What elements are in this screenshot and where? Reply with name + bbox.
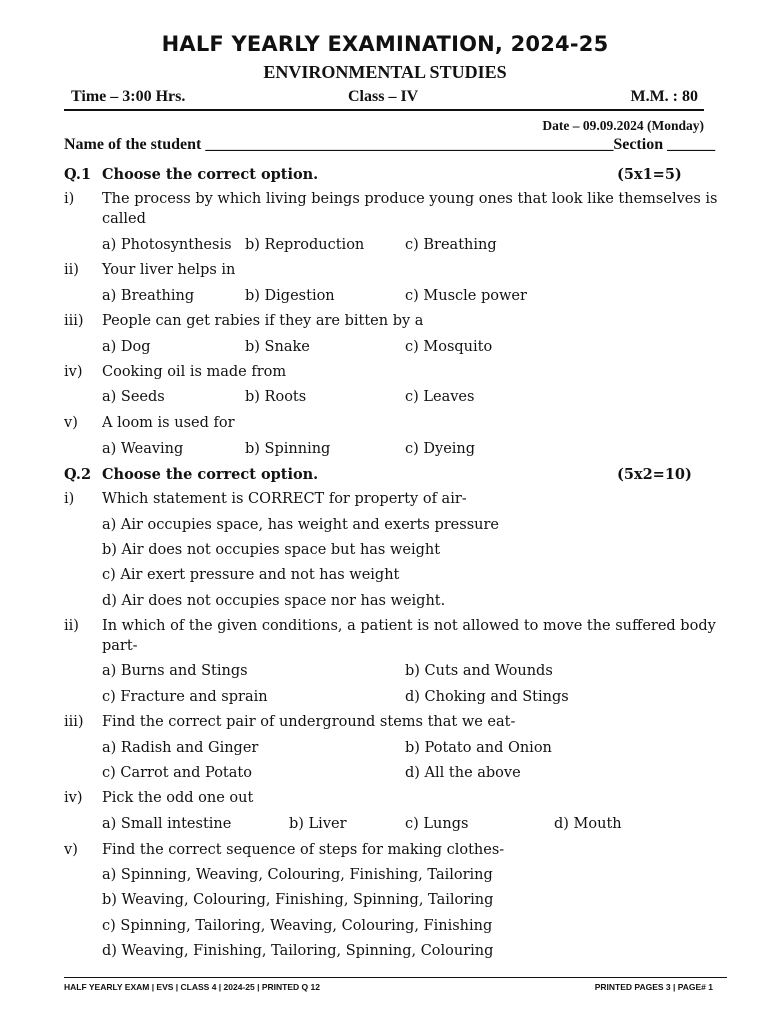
option: b) Snake — [245, 339, 310, 355]
exam-title: HALF YEARLY EXAMINATION, 2024-25 — [161, 32, 609, 56]
option: b) Weaving, Colouring, Finishing, Spinning, Tailoring — [102, 892, 494, 908]
option: a) Small intestine — [102, 816, 232, 832]
item-text: Your liver helps in — [102, 262, 236, 278]
option: a) Seeds — [102, 389, 165, 405]
option: c) Leaves — [405, 389, 475, 405]
option: c) Carrot and Potato — [102, 765, 252, 781]
item-text: part- — [102, 638, 138, 654]
max-marks: M.M. : 80 — [630, 88, 698, 105]
item-text: Cooking oil is made from — [102, 364, 287, 380]
option: b) Potato and Onion — [405, 740, 552, 756]
question-marks: (5x2=10) — [617, 466, 692, 483]
item-text: Pick the odd one out — [102, 790, 254, 806]
question-number: Q.1 — [64, 166, 92, 183]
item-number: i) — [64, 191, 75, 207]
option: b) Cuts and Wounds — [405, 663, 553, 679]
option: b) Spinning — [245, 441, 331, 457]
option: c) Mosquito — [405, 339, 493, 355]
option: b) Liver — [289, 816, 347, 832]
student-name-line: Name of the student ___________________________________________________Section ______ — [64, 136, 716, 153]
question-marks: (5x1=5) — [617, 166, 682, 183]
exam-time: Time – 3:00 Hrs. — [71, 88, 186, 105]
item-number: iv) — [64, 364, 83, 380]
item-number: i) — [64, 491, 75, 507]
option: a) Dog — [102, 339, 151, 355]
option: a) Photosynthesis — [102, 237, 232, 253]
item-number: ii) — [64, 262, 79, 278]
option: c) Dyeing — [405, 441, 476, 457]
exam-date: Date – 09.09.2024 (Monday) — [542, 118, 704, 133]
option: d) All the above — [405, 765, 521, 781]
item-text: In which of the given conditions, a patient is not allowed to move the suffered body — [102, 618, 716, 634]
item-text: called — [102, 211, 146, 227]
option: a) Air occupies space, has weight and exerts pressure — [102, 517, 499, 533]
item-number: v) — [64, 415, 78, 431]
header-divider — [64, 109, 704, 111]
item-number: iv) — [64, 790, 83, 806]
option: c) Air exert pressure and not has weight — [102, 567, 400, 583]
option: b) Roots — [245, 389, 307, 405]
option: d) Air does not occupies space nor has weight. — [102, 593, 446, 609]
footer-left: HALF YEARLY EXAM | EVS | CLASS 4 | 2024-25 | PRINTED Q 12 — [64, 982, 320, 992]
option: c) Fracture and sprain — [102, 689, 268, 705]
option: d) Mouth — [554, 816, 622, 832]
item-text: A loom is used for — [102, 415, 235, 431]
option: c) Spinning, Tailoring, Weaving, Colouring, Finishing — [102, 918, 493, 934]
option: b) Digestion — [245, 288, 335, 304]
item-text: Find the correct pair of underground stems that we eat- — [102, 714, 516, 730]
option: c) Muscle power — [405, 288, 527, 304]
exam-class: Class – IV — [348, 88, 419, 105]
item-number: ii) — [64, 618, 79, 634]
option: a) Radish and Ginger — [102, 740, 259, 756]
item-text: Which statement is CORRECT for property of air- — [102, 491, 467, 507]
item-text: People can get rabies if they are bitten by a — [102, 313, 424, 329]
option: a) Breathing — [102, 288, 195, 304]
item-text: The process by which living beings produce young ones that look like themselves is — [102, 191, 718, 207]
subject-title: ENVIRONMENTAL STUDIES — [263, 62, 507, 82]
item-number: iii) — [64, 714, 84, 730]
question-title: Choose the correct option. — [102, 466, 319, 483]
option: a) Spinning, Weaving, Colouring, Finishing, Tailoring — [102, 867, 493, 883]
item-number: v) — [64, 842, 78, 858]
option: d) Choking and Stings — [405, 689, 569, 705]
question-title: Choose the correct option. — [102, 166, 319, 183]
item-number: iii) — [64, 313, 84, 329]
item-text: Find the correct sequence of steps for making clothes- — [102, 842, 505, 858]
footer-divider — [64, 977, 727, 978]
option: d) Weaving, Finishing, Tailoring, Spinning, Colouring — [102, 943, 494, 959]
option: c) Lungs — [405, 816, 469, 832]
option: c) Breathing — [405, 237, 497, 253]
option: b) Air does not occupies space but has weight — [102, 542, 441, 558]
question-number: Q.2 — [64, 466, 92, 483]
option: a) Weaving — [102, 441, 184, 457]
footer-right: PRINTED PAGES 3 | PAGE# 1 — [594, 982, 713, 992]
option: b) Reproduction — [245, 237, 365, 253]
option: a) Burns and Stings — [102, 663, 248, 679]
